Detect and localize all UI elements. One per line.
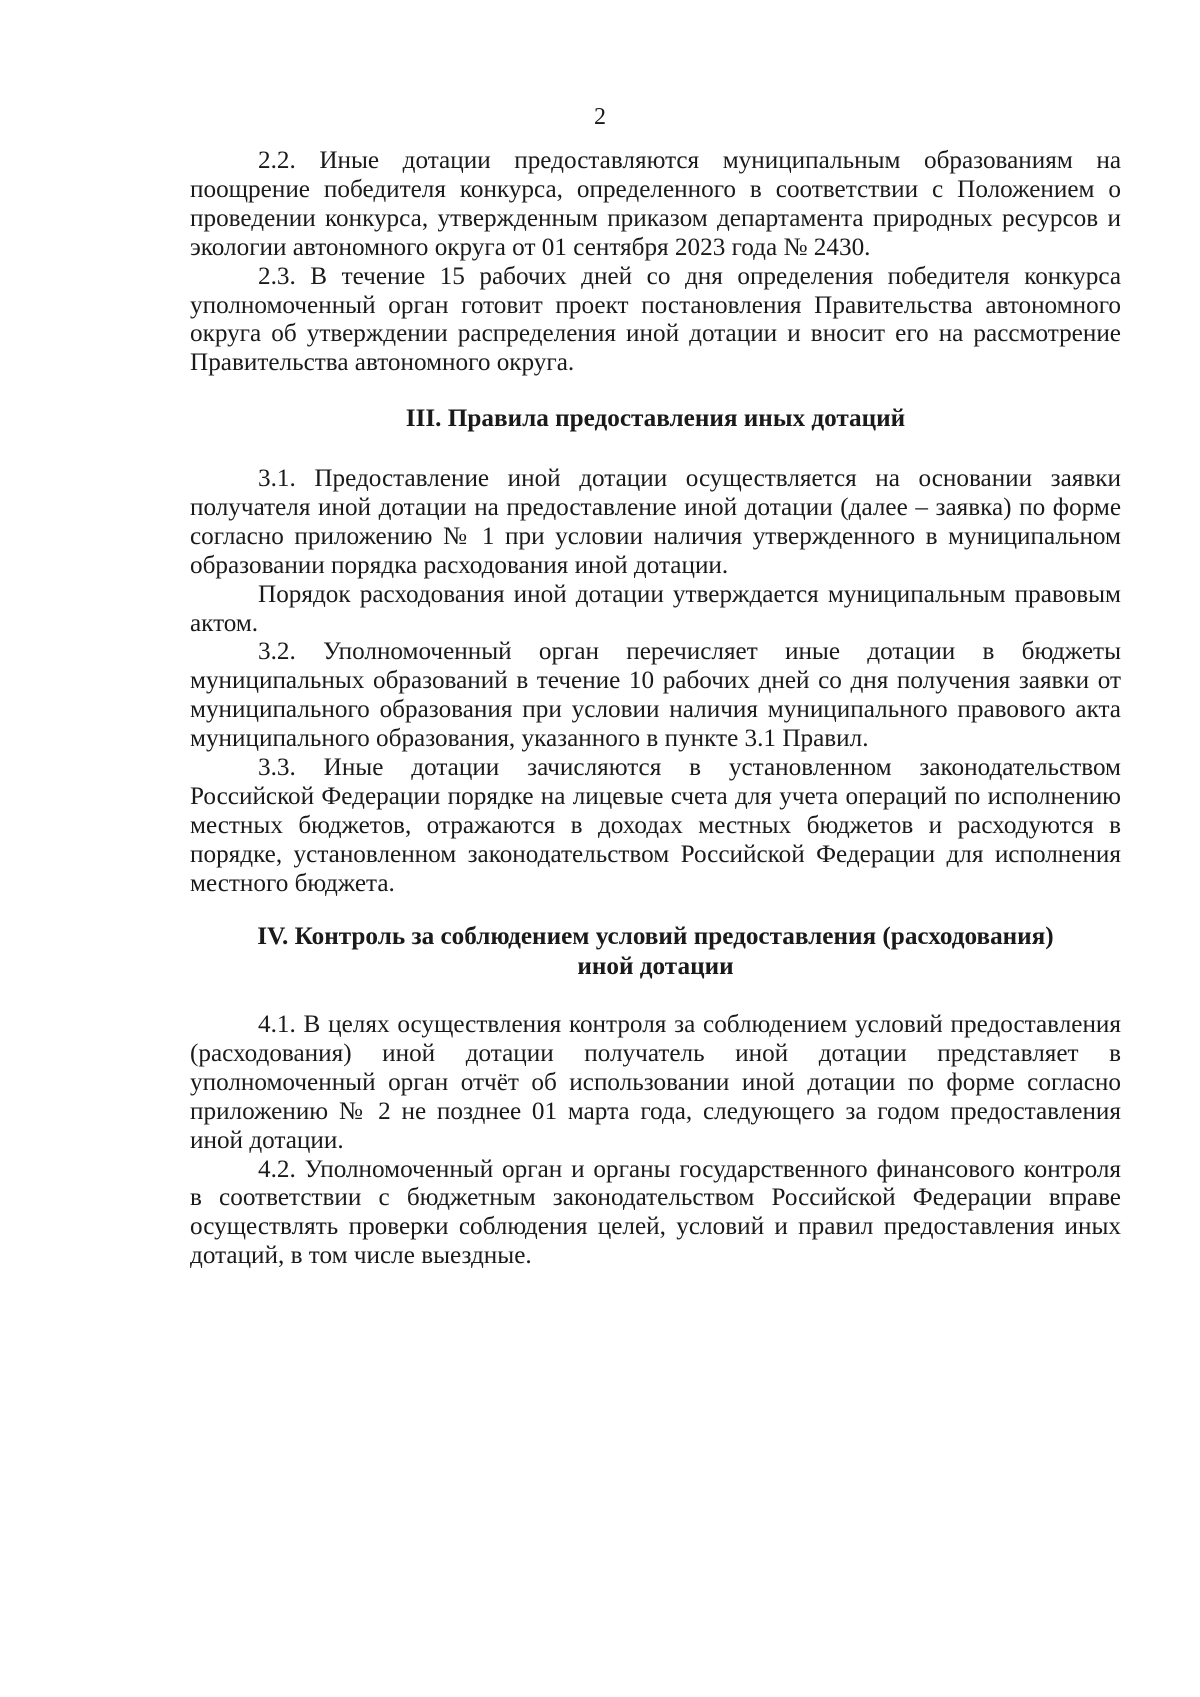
paragraph-4-1: 4.1. В целях осуществления контроля за соблюдением условий предоставления (расходования) иной дотации получатель иной дотации представляет в уполномоченный орган отчёт об использовании иной дотации по форме согласно приложению № 2 не позднее 01 марта года, следующего за годом предоставления иной дотации. [190, 1011, 1121, 1154]
section-4-heading [190, 922, 1121, 982]
paragraph-2-2: 2.2. Иные дотации предоставляются муниципальным образованиям на поощрение победителя конкурса, определенного в соответствии с Положением о проведении конкурса, утвержденным приказом департамента природных ресурсов и экологии автономного округа от 01 сентября 2023 года № 2430. [190, 147, 1121, 261]
page-number: 2 [594, 104, 606, 130]
section-4-heading-line-1: IV. Контроль за соблюдением условий предоставления (расходования) [257, 923, 1054, 950]
paragraph-4-2: 4.2. Уполномоченный орган и органы государственного финансового контроля в соответствии с бюджетным законодательством Российской Федерации вправе осуществлять проверки соблюдения целей, условий и правил предоставления иных дотаций, в том числе выездные. [190, 1155, 1121, 1270]
section-2-text [190, 147, 1121, 378]
section-4-heading-line-2: иной дотации [577, 953, 734, 980]
section-3-heading [190, 404, 1121, 434]
paragraph-2-3: 2.3. В течение 15 рабочих дней со дня определения победителя конкурса уполномоченный орган готовит проект постановления Правительства автономного округа об утверждении распределения иной дотации и вносит его на рассмотрение Правительства автономного округа. [190, 262, 1121, 377]
section-3-text [190, 465, 1121, 899]
paragraph-3-2: 3.2. Уполномоченный орган перечисляет иные дотации в бюджеты муниципальных образований в течение 10 рабочих дней со дня получения заявки от муниципального образования при условии наличия муниципального правового акта муниципального образования, указанного в пункте 3.1 Правил. [190, 638, 1121, 753]
paragraph-3-3: 3.3. Иные дотации зачисляются в установленном законодательством Российской Федерации порядке на лицевые счета для учета операций по исполнению местных бюджетов, отражаются в доходах местных бюджетов и расходуются в порядке, установленном законодательством Российской Федерации для исполнения местного бюджета. [190, 754, 1121, 897]
section-3-heading-text: III. Правила предоставления иных дотаций [405, 405, 906, 432]
section-4-text [190, 1011, 1121, 1271]
paragraph-3-1: 3.1. Предоставление иной дотации осуществляется на основании заявки получателя иной дотации на предоставление иной дотации (далее – заявка) по форме согласно приложению № 1 при условии наличия утвержденного в муниципальном образовании порядка расходования иной дотации. [190, 465, 1121, 579]
paragraph-3-1-procedure: Порядок расходования иной дотации утверждается муниципальным правовым актом. [190, 580, 1121, 637]
